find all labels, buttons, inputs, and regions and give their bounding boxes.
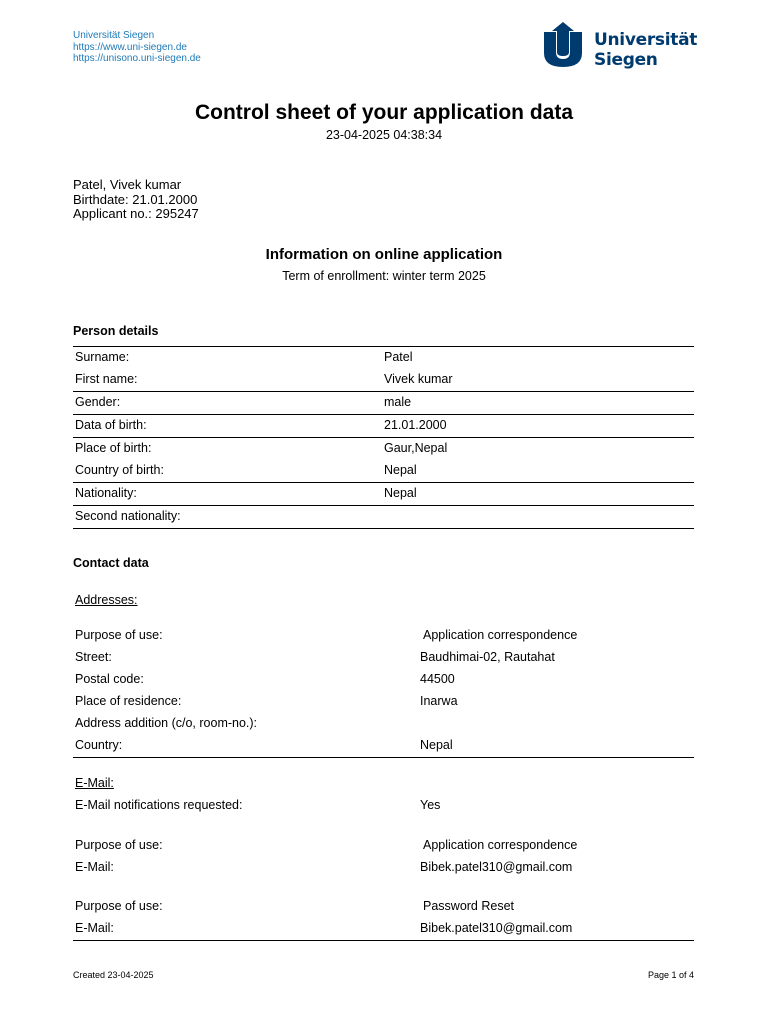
applicant-block	[73, 178, 199, 222]
table-row	[73, 483, 694, 506]
table-row	[73, 795, 694, 817]
row-label: Second nationality:	[75, 509, 181, 523]
header-links	[73, 30, 201, 65]
footer-page-number: Page 1 of 4	[647, 970, 694, 980]
row-value: Yes	[420, 798, 441, 812]
row-label: Place of birth:	[75, 441, 152, 455]
university-logo	[543, 22, 698, 70]
document-title: Control sheet of your application data	[194, 101, 574, 124]
row-value: Vivek kumar	[384, 372, 453, 386]
row-label: Purpose of use:	[75, 838, 163, 852]
row-value: Gaur,Nepal	[384, 441, 448, 455]
university-url-link[interactable]: https://www.uni-siegen.de	[73, 41, 187, 53]
row-label: E-Mail:	[75, 921, 114, 935]
addresses-heading-row	[73, 590, 694, 612]
row-label: Gender:	[75, 395, 121, 409]
table-row	[73, 392, 694, 415]
email-value: Bibek.patel310@gmail.com	[420, 860, 573, 874]
table-row	[73, 347, 694, 369]
row-value: Nepal	[420, 738, 453, 752]
addresses-heading: Addresses:	[75, 593, 138, 607]
table-row	[73, 735, 694, 758]
table-row	[73, 415, 694, 438]
table-row	[73, 857, 694, 879]
row-label: Country:	[75, 738, 123, 752]
row-label: Street:	[75, 650, 112, 664]
row-label: Data of birth:	[75, 418, 147, 432]
row-label: E-Mail:	[75, 860, 114, 874]
addresses-section	[73, 590, 694, 758]
email-heading-row	[73, 773, 694, 795]
unisono-url-link[interactable]: https://unisono.uni-siegen.de	[73, 53, 201, 64]
table-row	[73, 369, 694, 392]
row-value: Patel	[384, 350, 413, 364]
row-value: 21.01.2000	[384, 418, 447, 432]
person-details-title: Person details	[73, 324, 159, 338]
person-details-table	[73, 346, 694, 529]
table-row	[73, 506, 694, 529]
row-label: Country of birth:	[75, 463, 164, 477]
contact-data-title: Contact data	[73, 556, 149, 570]
row-label: Address addition (c/o, room-no.):	[75, 716, 258, 730]
row-value: Nepal	[384, 463, 417, 477]
row-label: First name:	[75, 372, 138, 386]
email-heading: E-Mail:	[75, 776, 114, 790]
applicant-number: Applicant no.: 295247	[73, 206, 199, 221]
term-of-enrollment: Term of enrollment: winter term 2025	[282, 269, 486, 283]
row-label: Postal code:	[75, 672, 144, 686]
row-value: Nepal	[384, 486, 417, 500]
table-row	[73, 691, 694, 713]
table-row	[73, 625, 694, 647]
row-value: Inarwa	[420, 694, 458, 708]
online-application-title: Information on online application	[265, 246, 503, 263]
row-value: Baudhimai-02, Rautahat	[420, 650, 555, 664]
row-value: 44500	[420, 672, 455, 686]
table-row	[73, 460, 694, 483]
table-row	[73, 918, 694, 941]
table-row	[73, 647, 694, 669]
email-value: Bibek.patel310@gmail.com	[420, 921, 573, 935]
email-section	[73, 773, 694, 941]
row-label: Purpose of use:	[75, 628, 163, 642]
row-label: Purpose of use:	[75, 899, 163, 913]
table-row	[73, 713, 694, 735]
row-label: Nationality:	[75, 486, 137, 500]
table-row	[73, 438, 694, 460]
university-logo-wordmark: Universität Siegen	[594, 30, 698, 70]
applicant-name: Patel, Vivek kumar	[73, 177, 182, 192]
row-value: Application correspondence	[423, 838, 578, 852]
table-row	[73, 669, 694, 691]
document-timestamp: 23-04-2025 04:38:34	[325, 128, 443, 142]
applicant-birthdate: Birthdate: 21.01.2000	[73, 191, 198, 207]
footer-created: Created 23-04-2025	[73, 970, 154, 980]
row-value: male	[384, 395, 412, 409]
table-row	[73, 835, 694, 857]
row-value: Password Reset	[423, 899, 515, 913]
row-label: E-Mail notifications requested:	[75, 798, 243, 812]
row-label: Surname:	[75, 350, 130, 364]
table-row	[73, 896, 694, 918]
row-label: Place of residence:	[75, 694, 182, 708]
university-logo-icon	[543, 22, 587, 68]
row-value: Application correspondence	[423, 628, 578, 642]
university-name: Universität Siegen	[73, 30, 155, 41]
